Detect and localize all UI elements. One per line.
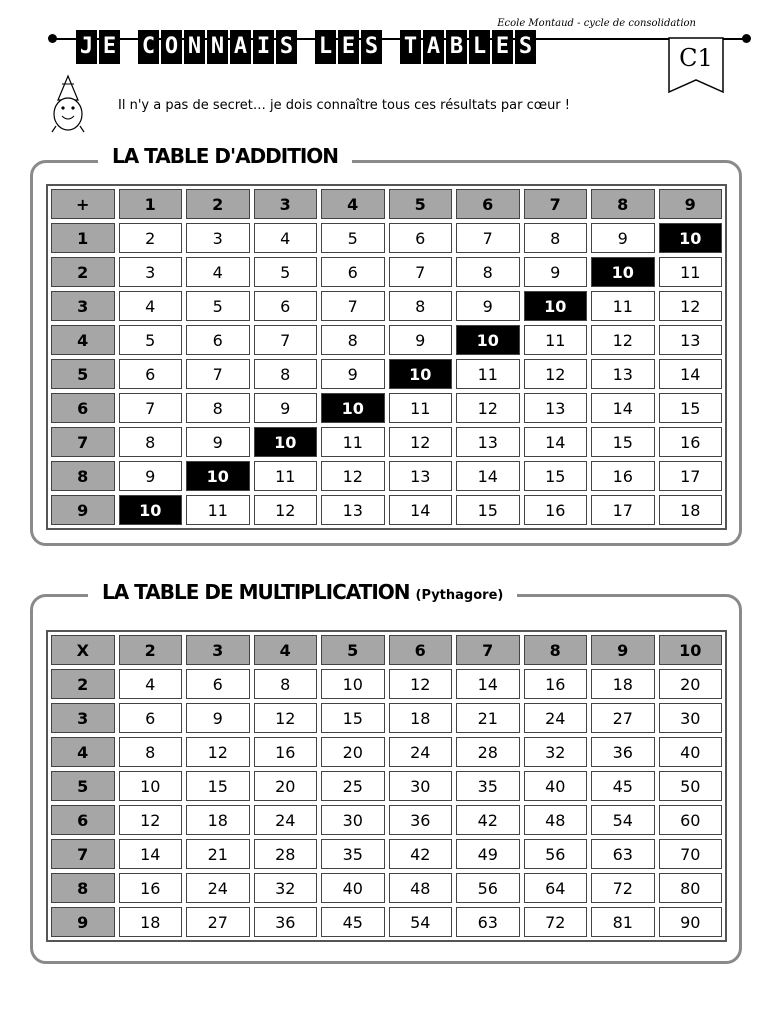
- rule-dot-right: [742, 34, 751, 43]
- table-cell: 15: [184, 769, 252, 803]
- row-header-cell: 5: [49, 357, 117, 391]
- title-word: [138, 30, 297, 64]
- table-cell: 4: [117, 289, 185, 323]
- row-header-cell: 2: [49, 255, 117, 289]
- row-header-cell: 9: [49, 493, 117, 527]
- column-header-cell: 2: [117, 633, 185, 667]
- table-cell: 12: [454, 391, 522, 425]
- table-cell: 48: [522, 803, 590, 837]
- row-header-cell: 4: [49, 735, 117, 769]
- table-cell: 49: [454, 837, 522, 871]
- table-cell: 5: [252, 255, 320, 289]
- row-header-cell: 7: [49, 425, 117, 459]
- table-cell: 10: [657, 221, 725, 255]
- table-cell: 14: [454, 667, 522, 701]
- table-cell: 11: [589, 289, 657, 323]
- table-cell: 4: [252, 221, 320, 255]
- title-letter-tile: C: [138, 30, 159, 64]
- table-cell: 30: [387, 769, 455, 803]
- table-cell: 13: [589, 357, 657, 391]
- row-header-cell: 5: [49, 769, 117, 803]
- row-header-cell: 2: [49, 667, 117, 701]
- table-cell: 6: [184, 667, 252, 701]
- title-letter-tile: S: [361, 30, 382, 64]
- table-cell: 13: [319, 493, 387, 527]
- table-cell: 72: [522, 905, 590, 939]
- table-cell: 12: [657, 289, 725, 323]
- table-cell: 20: [319, 735, 387, 769]
- table-cell: 6: [117, 701, 185, 735]
- table-cell: 14: [589, 391, 657, 425]
- title-letter-tile: I: [253, 30, 274, 64]
- table-cell: 10: [387, 357, 455, 391]
- table-cell: 18: [184, 803, 252, 837]
- title-letter-tile: A: [423, 30, 444, 64]
- table-cell: 7: [252, 323, 320, 357]
- table-cell: 7: [184, 357, 252, 391]
- table-cell: 50: [657, 769, 725, 803]
- table-cell: 4: [117, 667, 185, 701]
- table-cell: 24: [184, 871, 252, 905]
- table-cell: 63: [454, 905, 522, 939]
- title-letter-tile: J: [76, 30, 97, 64]
- table-cell: 18: [657, 493, 725, 527]
- table-cell: 9: [184, 425, 252, 459]
- table-cell: 11: [657, 255, 725, 289]
- column-header-cell: 6: [387, 633, 455, 667]
- table-cell: 28: [252, 837, 320, 871]
- table-cell: 11: [387, 391, 455, 425]
- table-cell: 90: [657, 905, 725, 939]
- table-cell: 11: [252, 459, 320, 493]
- column-header-cell: 3: [252, 187, 320, 221]
- table-cell: 13: [454, 425, 522, 459]
- table-cell: 14: [117, 837, 185, 871]
- title-letter-tile: S: [276, 30, 297, 64]
- table-cell: 4: [184, 255, 252, 289]
- column-header-cell: 8: [522, 633, 590, 667]
- row-header-cell: 1: [49, 221, 117, 255]
- table-cell: 63: [589, 837, 657, 871]
- table-cell: 12: [117, 803, 185, 837]
- title-letter-tile: E: [99, 30, 120, 64]
- table-cell: 2: [117, 221, 185, 255]
- table-cell: 30: [657, 701, 725, 735]
- table-cell: 17: [589, 493, 657, 527]
- table-cell: 28: [454, 735, 522, 769]
- school-label: Ecole Montaud - cycle de consolidation: [497, 18, 696, 29]
- table-cell: 35: [454, 769, 522, 803]
- table-cell: 6: [319, 255, 387, 289]
- column-header-cell: 7: [522, 187, 590, 221]
- title-letter-tile: O: [161, 30, 182, 64]
- table-cell: 6: [252, 289, 320, 323]
- row-header-cell: 4: [49, 323, 117, 357]
- title-letter-tile: S: [515, 30, 536, 64]
- table-cell: 6: [184, 323, 252, 357]
- table-cell: 35: [319, 837, 387, 871]
- title-letter-tile: A: [230, 30, 251, 64]
- multiplication-title: [88, 580, 517, 604]
- multiplication-title-text: LA TABLE DE MULTIPLICATION: [102, 580, 410, 604]
- table-cell: 9: [252, 391, 320, 425]
- table-cell: 16: [522, 667, 590, 701]
- table-cell: 15: [657, 391, 725, 425]
- table-cell: 20: [657, 667, 725, 701]
- column-header-cell: 5: [319, 633, 387, 667]
- title-word: [400, 30, 536, 64]
- table-cell: 12: [252, 493, 320, 527]
- table-cell: 17: [657, 459, 725, 493]
- table-cell: 54: [387, 905, 455, 939]
- table-cell: 20: [252, 769, 320, 803]
- table-cell: 80: [657, 871, 725, 905]
- column-header-cell: +: [49, 187, 117, 221]
- table-cell: 13: [657, 323, 725, 357]
- table-cell: 14: [522, 425, 590, 459]
- row-header-cell: 3: [49, 289, 117, 323]
- table-cell: 13: [387, 459, 455, 493]
- table-cell: 36: [252, 905, 320, 939]
- table-cell: 14: [387, 493, 455, 527]
- table-cell: 30: [319, 803, 387, 837]
- table-cell: 40: [319, 871, 387, 905]
- table-cell: 8: [184, 391, 252, 425]
- table-cell: 12: [319, 459, 387, 493]
- table-cell: 10: [454, 323, 522, 357]
- title-letter-tile: N: [207, 30, 228, 64]
- table-cell: 9: [589, 221, 657, 255]
- table-cell: 70: [657, 837, 725, 871]
- table-cell: 48: [387, 871, 455, 905]
- row-header-cell: 3: [49, 701, 117, 735]
- column-header-cell: 3: [184, 633, 252, 667]
- column-header-cell: X: [49, 633, 117, 667]
- title-letter-tile: E: [492, 30, 513, 64]
- table-cell: 72: [589, 871, 657, 905]
- column-header-cell: 8: [589, 187, 657, 221]
- table-cell: 7: [387, 255, 455, 289]
- column-header-cell: 6: [454, 187, 522, 221]
- table-cell: 56: [522, 837, 590, 871]
- table-cell: 18: [589, 667, 657, 701]
- table-cell: 3: [117, 255, 185, 289]
- table-cell: 11: [184, 493, 252, 527]
- column-header-cell: 2: [184, 187, 252, 221]
- table-cell: 8: [522, 221, 590, 255]
- table-cell: 40: [522, 769, 590, 803]
- level-badge: C1: [679, 44, 713, 72]
- table-cell: 16: [589, 459, 657, 493]
- table-cell: 15: [454, 493, 522, 527]
- table-cell: 32: [252, 871, 320, 905]
- table-cell: 15: [319, 701, 387, 735]
- table-cell: 27: [589, 701, 657, 735]
- table-cell: 32: [522, 735, 590, 769]
- table-cell: 8: [117, 735, 185, 769]
- column-header-cell: 9: [589, 633, 657, 667]
- table-cell: 16: [117, 871, 185, 905]
- table-cell: 6: [387, 221, 455, 255]
- row-header-cell: 8: [49, 459, 117, 493]
- table-cell: 8: [252, 357, 320, 391]
- table-cell: 5: [319, 221, 387, 255]
- table-cell: 8: [454, 255, 522, 289]
- table-cell: 10: [117, 493, 185, 527]
- table-cell: 12: [589, 323, 657, 357]
- table-cell: 7: [454, 221, 522, 255]
- table-cell: 9: [117, 459, 185, 493]
- row-header-cell: 8: [49, 871, 117, 905]
- title-word: [76, 30, 120, 64]
- table-cell: 15: [522, 459, 590, 493]
- intro-text: Il n'y a pas de secret… je dois connaître tous ces résultats par cœur !: [118, 98, 570, 113]
- table-cell: 9: [184, 701, 252, 735]
- table-cell: 16: [252, 735, 320, 769]
- table-cell: 54: [589, 803, 657, 837]
- column-header-cell: 4: [252, 633, 320, 667]
- table-cell: 12: [387, 667, 455, 701]
- table-cell: 27: [184, 905, 252, 939]
- column-header-cell: 7: [454, 633, 522, 667]
- row-header-cell: 6: [49, 391, 117, 425]
- table-cell: 12: [522, 357, 590, 391]
- table-cell: 64: [522, 871, 590, 905]
- table-cell: 7: [117, 391, 185, 425]
- table-cell: 5: [184, 289, 252, 323]
- title-word: [315, 30, 382, 64]
- row-header-cell: 7: [49, 837, 117, 871]
- table-cell: 10: [589, 255, 657, 289]
- table-cell: 13: [522, 391, 590, 425]
- table-cell: 11: [454, 357, 522, 391]
- table-cell: 42: [454, 803, 522, 837]
- table-cell: 36: [387, 803, 455, 837]
- table-cell: 16: [522, 493, 590, 527]
- table-cell: 81: [589, 905, 657, 939]
- column-header-cell: 5: [387, 187, 455, 221]
- table-cell: 21: [184, 837, 252, 871]
- title-letter-tile: L: [315, 30, 336, 64]
- table-cell: 5: [117, 323, 185, 357]
- row-header-cell: 9: [49, 905, 117, 939]
- table-cell: 12: [387, 425, 455, 459]
- table-cell: 42: [387, 837, 455, 871]
- title-letter-tile: N: [184, 30, 205, 64]
- gnome-character-icon: [48, 74, 88, 136]
- table-cell: 18: [117, 905, 185, 939]
- table-cell: 6: [117, 357, 185, 391]
- table-cell: 24: [252, 803, 320, 837]
- addition-table: [46, 184, 727, 530]
- title-letter-tile: E: [338, 30, 359, 64]
- multiplication-table: [46, 630, 727, 942]
- column-header-cell: 10: [657, 633, 725, 667]
- table-cell: 10: [117, 769, 185, 803]
- column-header-cell: 4: [319, 187, 387, 221]
- table-cell: 10: [252, 425, 320, 459]
- table-cell: 15: [589, 425, 657, 459]
- multiplication-subtitle: (Pythagore): [415, 588, 504, 603]
- table-cell: 12: [184, 735, 252, 769]
- table-cell: 18: [387, 701, 455, 735]
- table-cell: 10: [319, 391, 387, 425]
- title-letter-tile: B: [446, 30, 467, 64]
- table-cell: 16: [657, 425, 725, 459]
- table-cell: 24: [522, 701, 590, 735]
- table-cell: 25: [319, 769, 387, 803]
- column-header-cell: 9: [657, 187, 725, 221]
- table-cell: 11: [522, 323, 590, 357]
- table-cell: 9: [387, 323, 455, 357]
- column-header-cell: 1: [117, 187, 185, 221]
- table-cell: 8: [387, 289, 455, 323]
- table-cell: 7: [319, 289, 387, 323]
- rule-dot-left: [48, 34, 57, 43]
- table-cell: 36: [589, 735, 657, 769]
- table-cell: 10: [522, 289, 590, 323]
- table-cell: 8: [319, 323, 387, 357]
- table-cell: 9: [454, 289, 522, 323]
- table-cell: 40: [657, 735, 725, 769]
- table-cell: 10: [319, 667, 387, 701]
- table-cell: 11: [319, 425, 387, 459]
- table-cell: 14: [657, 357, 725, 391]
- table-cell: 3: [184, 221, 252, 255]
- table-cell: 14: [454, 459, 522, 493]
- table-cell: 21: [454, 701, 522, 735]
- table-cell: 56: [454, 871, 522, 905]
- table-cell: 60: [657, 803, 725, 837]
- table-cell: 24: [387, 735, 455, 769]
- addition-title: LA TABLE D'ADDITION: [98, 144, 352, 168]
- row-header-cell: 6: [49, 803, 117, 837]
- table-cell: 8: [252, 667, 320, 701]
- page-title: [76, 30, 536, 64]
- table-cell: 10: [184, 459, 252, 493]
- title-letter-tile: L: [469, 30, 490, 64]
- table-cell: 45: [589, 769, 657, 803]
- table-cell: 45: [319, 905, 387, 939]
- table-cell: 9: [522, 255, 590, 289]
- table-cell: 12: [252, 701, 320, 735]
- title-letter-tile: T: [400, 30, 421, 64]
- table-cell: 9: [319, 357, 387, 391]
- table-cell: 8: [117, 425, 185, 459]
